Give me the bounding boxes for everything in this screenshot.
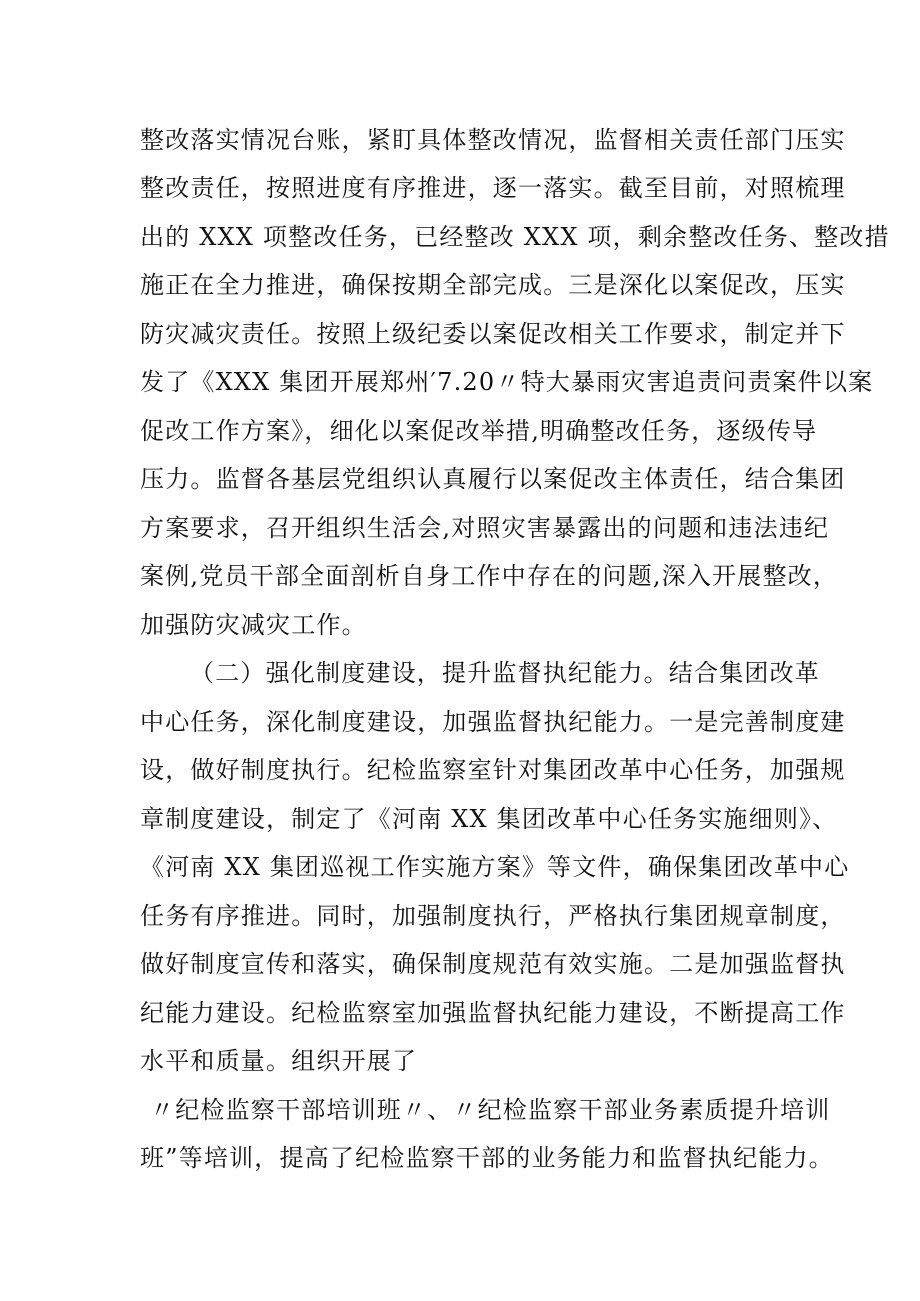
paragraph-2-line-6: 任务有序推进。同时，加强制度执行，严格执行集团规章制度，	[140, 902, 846, 930]
paragraph-2-line-10: 〃纪检监察干部培训班〃、〃纪检监察干部业务素质提升培训	[150, 1096, 831, 1124]
paragraph-1-line-1: 整改落实情况台账，紧盯具体整改情况，监督相关责任部门压实	[140, 126, 846, 154]
paragraph-2-line-2: 中心任务，深化制度建设，加强监督执纪能力。一是完善制度建	[140, 708, 846, 736]
paragraph-2-line-8: 纪能力建设。纪检监察室加强监督执纪能力建设，不断提高工作	[140, 999, 846, 1027]
paragraph-1-line-6: 发了《XXX 集团开展郑州′7.20〃特大暴雨灾害追责问责案件以案	[140, 368, 874, 396]
paragraph-1-line-4: 施正在全力推进，确保按期全部完成。三是深化以案促改，压实	[140, 271, 846, 299]
paragraph-1-line-8: 压力。监督各基层党组织认真履行以案促改主体责任，结合集团	[140, 465, 846, 493]
paragraph-1-line-2: 整改责任，按照进度有序推进，逐一落实。截至目前，对照梳理	[140, 174, 846, 202]
paragraph-1-line-3: 出的 XXX 项整改任务，已经整改 XXX 项，剩余整改任务、整改措	[140, 223, 890, 251]
paragraph-1-line-10: 案例,党员干部全面剖析自身工作中存在的问题,深入开展整改，	[140, 562, 839, 590]
paragraph-2-line-5: 《河南 XX 集团巡视工作实施方案》等文件，确保集团改革中心	[140, 853, 850, 881]
paragraph-2-line-7: 做好制度宣传和落实，确保制度规范有效实施。二是加强监督执	[140, 950, 846, 978]
paragraph-2-line-3: 设，做好制度执行。纪检监察室针对集团改革中心任务，加强规	[140, 756, 846, 784]
paragraph-1-line-5: 防灾减灾责任。按照上级纪委以案促改相关工作要求，制定并下	[140, 320, 846, 348]
paragraph-2-line-11: 班”等培训，提高了纪检监察干部的业务能力和监督执纪能力。	[140, 1144, 834, 1172]
paragraph-2-line-9: 水平和质量。组织开展了	[140, 1047, 418, 1075]
paragraph-1-line-7: 促改工作方案》，细化以案促改举措,明确整改任务，逐级传导	[140, 417, 818, 445]
paragraph-2-line-1: （二）强化制度建设，提升监督执纪能力。结合集团改革	[190, 659, 820, 687]
paragraph-1-line-9: 方案要求，召开组织生活会,对照灾害暴露出的问题和违法违纪	[140, 514, 830, 542]
paragraph-2-line-4: 章制度建设，制定了《河南 XX 集团改革中心任务实施细则》、	[140, 805, 838, 833]
paragraph-1-line-11: 加强防灾减灾工作。	[140, 611, 367, 639]
